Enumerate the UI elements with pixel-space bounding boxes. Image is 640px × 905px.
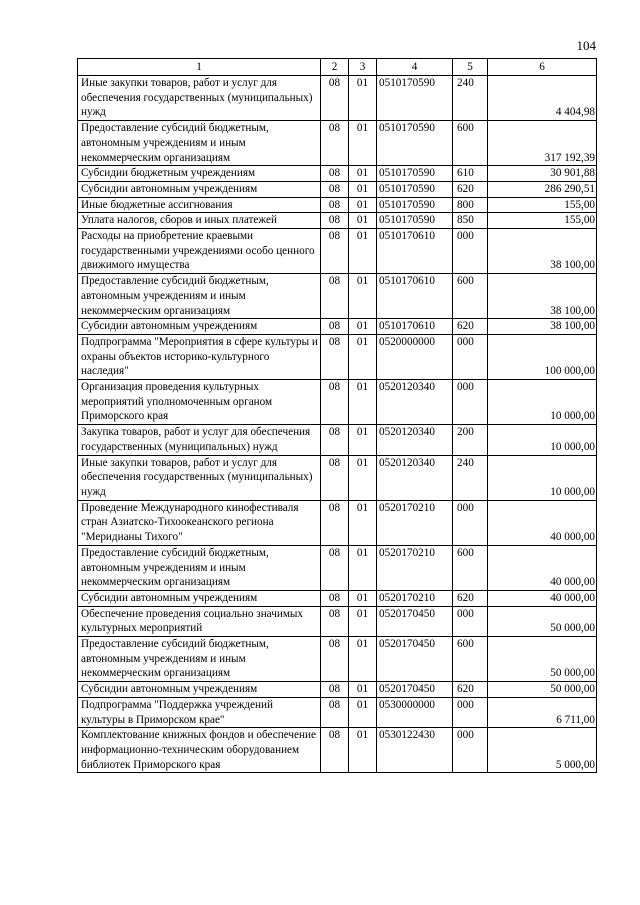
- row-amount: 38 100,00: [488, 274, 597, 319]
- row-amount: 50 000,00: [488, 606, 597, 636]
- row-subsection: 01: [349, 121, 377, 166]
- column-header-amount: 6: [488, 59, 597, 76]
- row-subsection: 01: [349, 380, 377, 425]
- row-target-article: 0530122430: [377, 728, 453, 773]
- row-subsection: 01: [349, 455, 377, 500]
- row-amount: 40 000,00: [488, 500, 597, 545]
- row-expense-type: 000: [453, 606, 488, 636]
- row-amount: 10 000,00: [488, 380, 597, 425]
- row-amount: 50 000,00: [488, 682, 597, 698]
- row-target-article: 0520170450: [377, 606, 453, 636]
- table-row: [78, 500, 597, 545]
- table-body: [78, 76, 597, 773]
- row-amount: 317 192,39: [488, 121, 597, 166]
- row-amount: 10 000,00: [488, 425, 597, 455]
- row-section: 08: [321, 697, 349, 727]
- table-row: [78, 319, 597, 335]
- row-section: 08: [321, 319, 349, 335]
- row-description: Субсидии бюджетным учреждениям: [78, 166, 321, 182]
- table-row: [78, 545, 597, 590]
- row-subsection: 01: [349, 545, 377, 590]
- table-row: [78, 181, 597, 197]
- row-target-article: 0520170210: [377, 500, 453, 545]
- row-section: 08: [321, 500, 349, 545]
- row-subsection: 01: [349, 682, 377, 698]
- row-expense-type: 000: [453, 697, 488, 727]
- row-subsection: 01: [349, 637, 377, 682]
- table-row: [78, 334, 597, 379]
- row-amount: 5 000,00: [488, 728, 597, 773]
- row-target-article: 0530000000: [377, 697, 453, 727]
- row-expense-type: 200: [453, 425, 488, 455]
- table-row: [78, 590, 597, 606]
- row-subsection: 01: [349, 728, 377, 773]
- row-description: Подпрограмма "Мероприятия в сфере культуры и охраны объектов историко-культурного наследия": [78, 334, 321, 379]
- row-expense-type: 000: [453, 500, 488, 545]
- row-expense-type: 600: [453, 637, 488, 682]
- row-amount: 286 290,51: [488, 181, 597, 197]
- row-target-article: 0510170590: [377, 76, 453, 121]
- table-row: [78, 606, 597, 636]
- row-subsection: 01: [349, 606, 377, 636]
- row-expense-type: 800: [453, 197, 488, 213]
- row-subsection: 01: [349, 590, 377, 606]
- row-amount: 40 000,00: [488, 545, 597, 590]
- row-amount: 100 000,00: [488, 334, 597, 379]
- row-target-article: 0510170590: [377, 197, 453, 213]
- row-target-article: 0510170590: [377, 213, 453, 229]
- row-target-article: 0520120340: [377, 380, 453, 425]
- row-expense-type: 240: [453, 455, 488, 500]
- row-section: 08: [321, 455, 349, 500]
- row-description: Иные закупки товаров, работ и услуг для обеспечения государственных (муниципальных) нужд: [78, 455, 321, 500]
- row-subsection: 01: [349, 76, 377, 121]
- row-amount: 4 404,98: [488, 76, 597, 121]
- row-target-article: 0510170590: [377, 121, 453, 166]
- row-expense-type: 850: [453, 213, 488, 229]
- row-description: Проведение Международного кинофестиваля стран Азиатско-Тихоокеанского региона "Меридианы Тихого": [78, 500, 321, 545]
- table-row: [78, 425, 597, 455]
- row-description: Организация проведения культурных мероприятий уполномоченным органом Приморского края: [78, 380, 321, 425]
- row-section: 08: [321, 545, 349, 590]
- table-row: [78, 455, 597, 500]
- table-row: [78, 76, 597, 121]
- column-header-description: 1: [78, 59, 321, 76]
- row-description: Субсидии автономным учреждениям: [78, 319, 321, 335]
- table-header-row: [78, 59, 597, 76]
- row-description: Иные бюджетные ассигнования: [78, 197, 321, 213]
- row-amount: 30 901,88: [488, 166, 597, 182]
- row-target-article: 0520120340: [377, 425, 453, 455]
- table-row: [78, 380, 597, 425]
- table-row: [78, 213, 597, 229]
- row-subsection: 01: [349, 334, 377, 379]
- row-target-article: 0510170610: [377, 229, 453, 274]
- row-subsection: 01: [349, 425, 377, 455]
- row-expense-type: 240: [453, 76, 488, 121]
- row-amount: 10 000,00: [488, 455, 597, 500]
- row-target-article: 0520120340: [377, 455, 453, 500]
- row-expense-type: 000: [453, 334, 488, 379]
- row-description: Субсидии автономным учреждениям: [78, 181, 321, 197]
- table-row: [78, 637, 597, 682]
- row-target-article: 0520170450: [377, 682, 453, 698]
- row-description: Предоставление субсидий бюджетным, автономным учреждениям и иным некоммерческим организациям: [78, 545, 321, 590]
- column-header-target-article: 4: [377, 59, 453, 76]
- column-header-section: 2: [321, 59, 349, 76]
- row-section: 08: [321, 590, 349, 606]
- table-row: [78, 728, 597, 773]
- row-subsection: 01: [349, 213, 377, 229]
- row-expense-type: 600: [453, 274, 488, 319]
- row-subsection: 01: [349, 500, 377, 545]
- table-row: [78, 682, 597, 698]
- row-target-article: 0520000000: [377, 334, 453, 379]
- row-section: 08: [321, 728, 349, 773]
- row-section: 08: [321, 181, 349, 197]
- row-amount: 50 000,00: [488, 637, 597, 682]
- page-number: 104: [576, 38, 596, 53]
- row-description: Комплектование книжных фондов и обеспечение информационно-техническим оборудованием библиотек Приморского края: [78, 728, 321, 773]
- row-expense-type: 620: [453, 590, 488, 606]
- row-amount: 40 000,00: [488, 590, 597, 606]
- row-target-article: 0510170590: [377, 181, 453, 197]
- row-section: 08: [321, 274, 349, 319]
- row-description: Субсидии автономным учреждениям: [78, 682, 321, 698]
- table-row: [78, 274, 597, 319]
- table-row: [78, 197, 597, 213]
- row-description: Иные закупки товаров, работ и услуг для обеспечения государственных (муниципальных) нужд: [78, 76, 321, 121]
- row-description: Подпрограмма "Поддержка учреждений культуры в Приморском крае": [78, 697, 321, 727]
- row-expense-type: 000: [453, 728, 488, 773]
- row-target-article: 0510170610: [377, 319, 453, 335]
- row-subsection: 01: [349, 319, 377, 335]
- row-expense-type: 620: [453, 181, 488, 197]
- row-description: Предоставление субсидий бюджетным, автономным учреждениям и иным некоммерческим организациям: [78, 121, 321, 166]
- table-row: [78, 166, 597, 182]
- row-description: Расходы на приобретение краевыми государственными учреждениями особо ценного движимого имущества: [78, 229, 321, 274]
- row-subsection: 01: [349, 697, 377, 727]
- row-expense-type: 000: [453, 380, 488, 425]
- row-expense-type: 600: [453, 121, 488, 166]
- row-section: 08: [321, 425, 349, 455]
- row-section: 08: [321, 197, 349, 213]
- column-header-expense-type: 5: [453, 59, 488, 76]
- row-expense-type: 610: [453, 166, 488, 182]
- row-amount: 6 711,00: [488, 697, 597, 727]
- row-target-article: 0520170210: [377, 590, 453, 606]
- row-section: 08: [321, 682, 349, 698]
- row-section: 08: [321, 606, 349, 636]
- row-expense-type: 620: [453, 319, 488, 335]
- row-description: Уплата налогов, сборов и иных платежей: [78, 213, 321, 229]
- row-section: 08: [321, 121, 349, 166]
- row-section: 08: [321, 166, 349, 182]
- column-header-subsection: 3: [349, 59, 377, 76]
- row-subsection: 01: [349, 197, 377, 213]
- row-target-article: 0520170450: [377, 637, 453, 682]
- row-amount: 155,00: [488, 197, 597, 213]
- row-description: Закупка товаров, работ и услуг для обеспечения государственных (муниципальных) нужд: [78, 425, 321, 455]
- row-amount: 38 100,00: [488, 319, 597, 335]
- row-section: 08: [321, 637, 349, 682]
- row-expense-type: 620: [453, 682, 488, 698]
- row-description: Субсидии автономным учреждениям: [78, 590, 321, 606]
- table-row: [78, 121, 597, 166]
- row-target-article: 0520170210: [377, 545, 453, 590]
- row-expense-type: 000: [453, 229, 488, 274]
- row-subsection: 01: [349, 181, 377, 197]
- row-description: Предоставление субсидий бюджетным, автономным учреждениям и иным некоммерческим организациям: [78, 637, 321, 682]
- row-amount: 38 100,00: [488, 229, 597, 274]
- table-row: [78, 229, 597, 274]
- row-subsection: 01: [349, 166, 377, 182]
- row-section: 08: [321, 229, 349, 274]
- row-subsection: 01: [349, 274, 377, 319]
- row-target-article: 0510170610: [377, 274, 453, 319]
- row-subsection: 01: [349, 229, 377, 274]
- budget-table: [77, 58, 597, 773]
- row-section: 08: [321, 76, 349, 121]
- row-section: 08: [321, 213, 349, 229]
- row-description: Предоставление субсидий бюджетным, автономным учреждениям и иным некоммерческим организациям: [78, 274, 321, 319]
- row-target-article: 0510170590: [377, 166, 453, 182]
- row-expense-type: 600: [453, 545, 488, 590]
- row-amount: 155,00: [488, 213, 597, 229]
- row-section: 08: [321, 334, 349, 379]
- table-row: [78, 697, 597, 727]
- row-section: 08: [321, 380, 349, 425]
- row-description: Обеспечение проведения социально значимых культурных мероприятий: [78, 606, 321, 636]
